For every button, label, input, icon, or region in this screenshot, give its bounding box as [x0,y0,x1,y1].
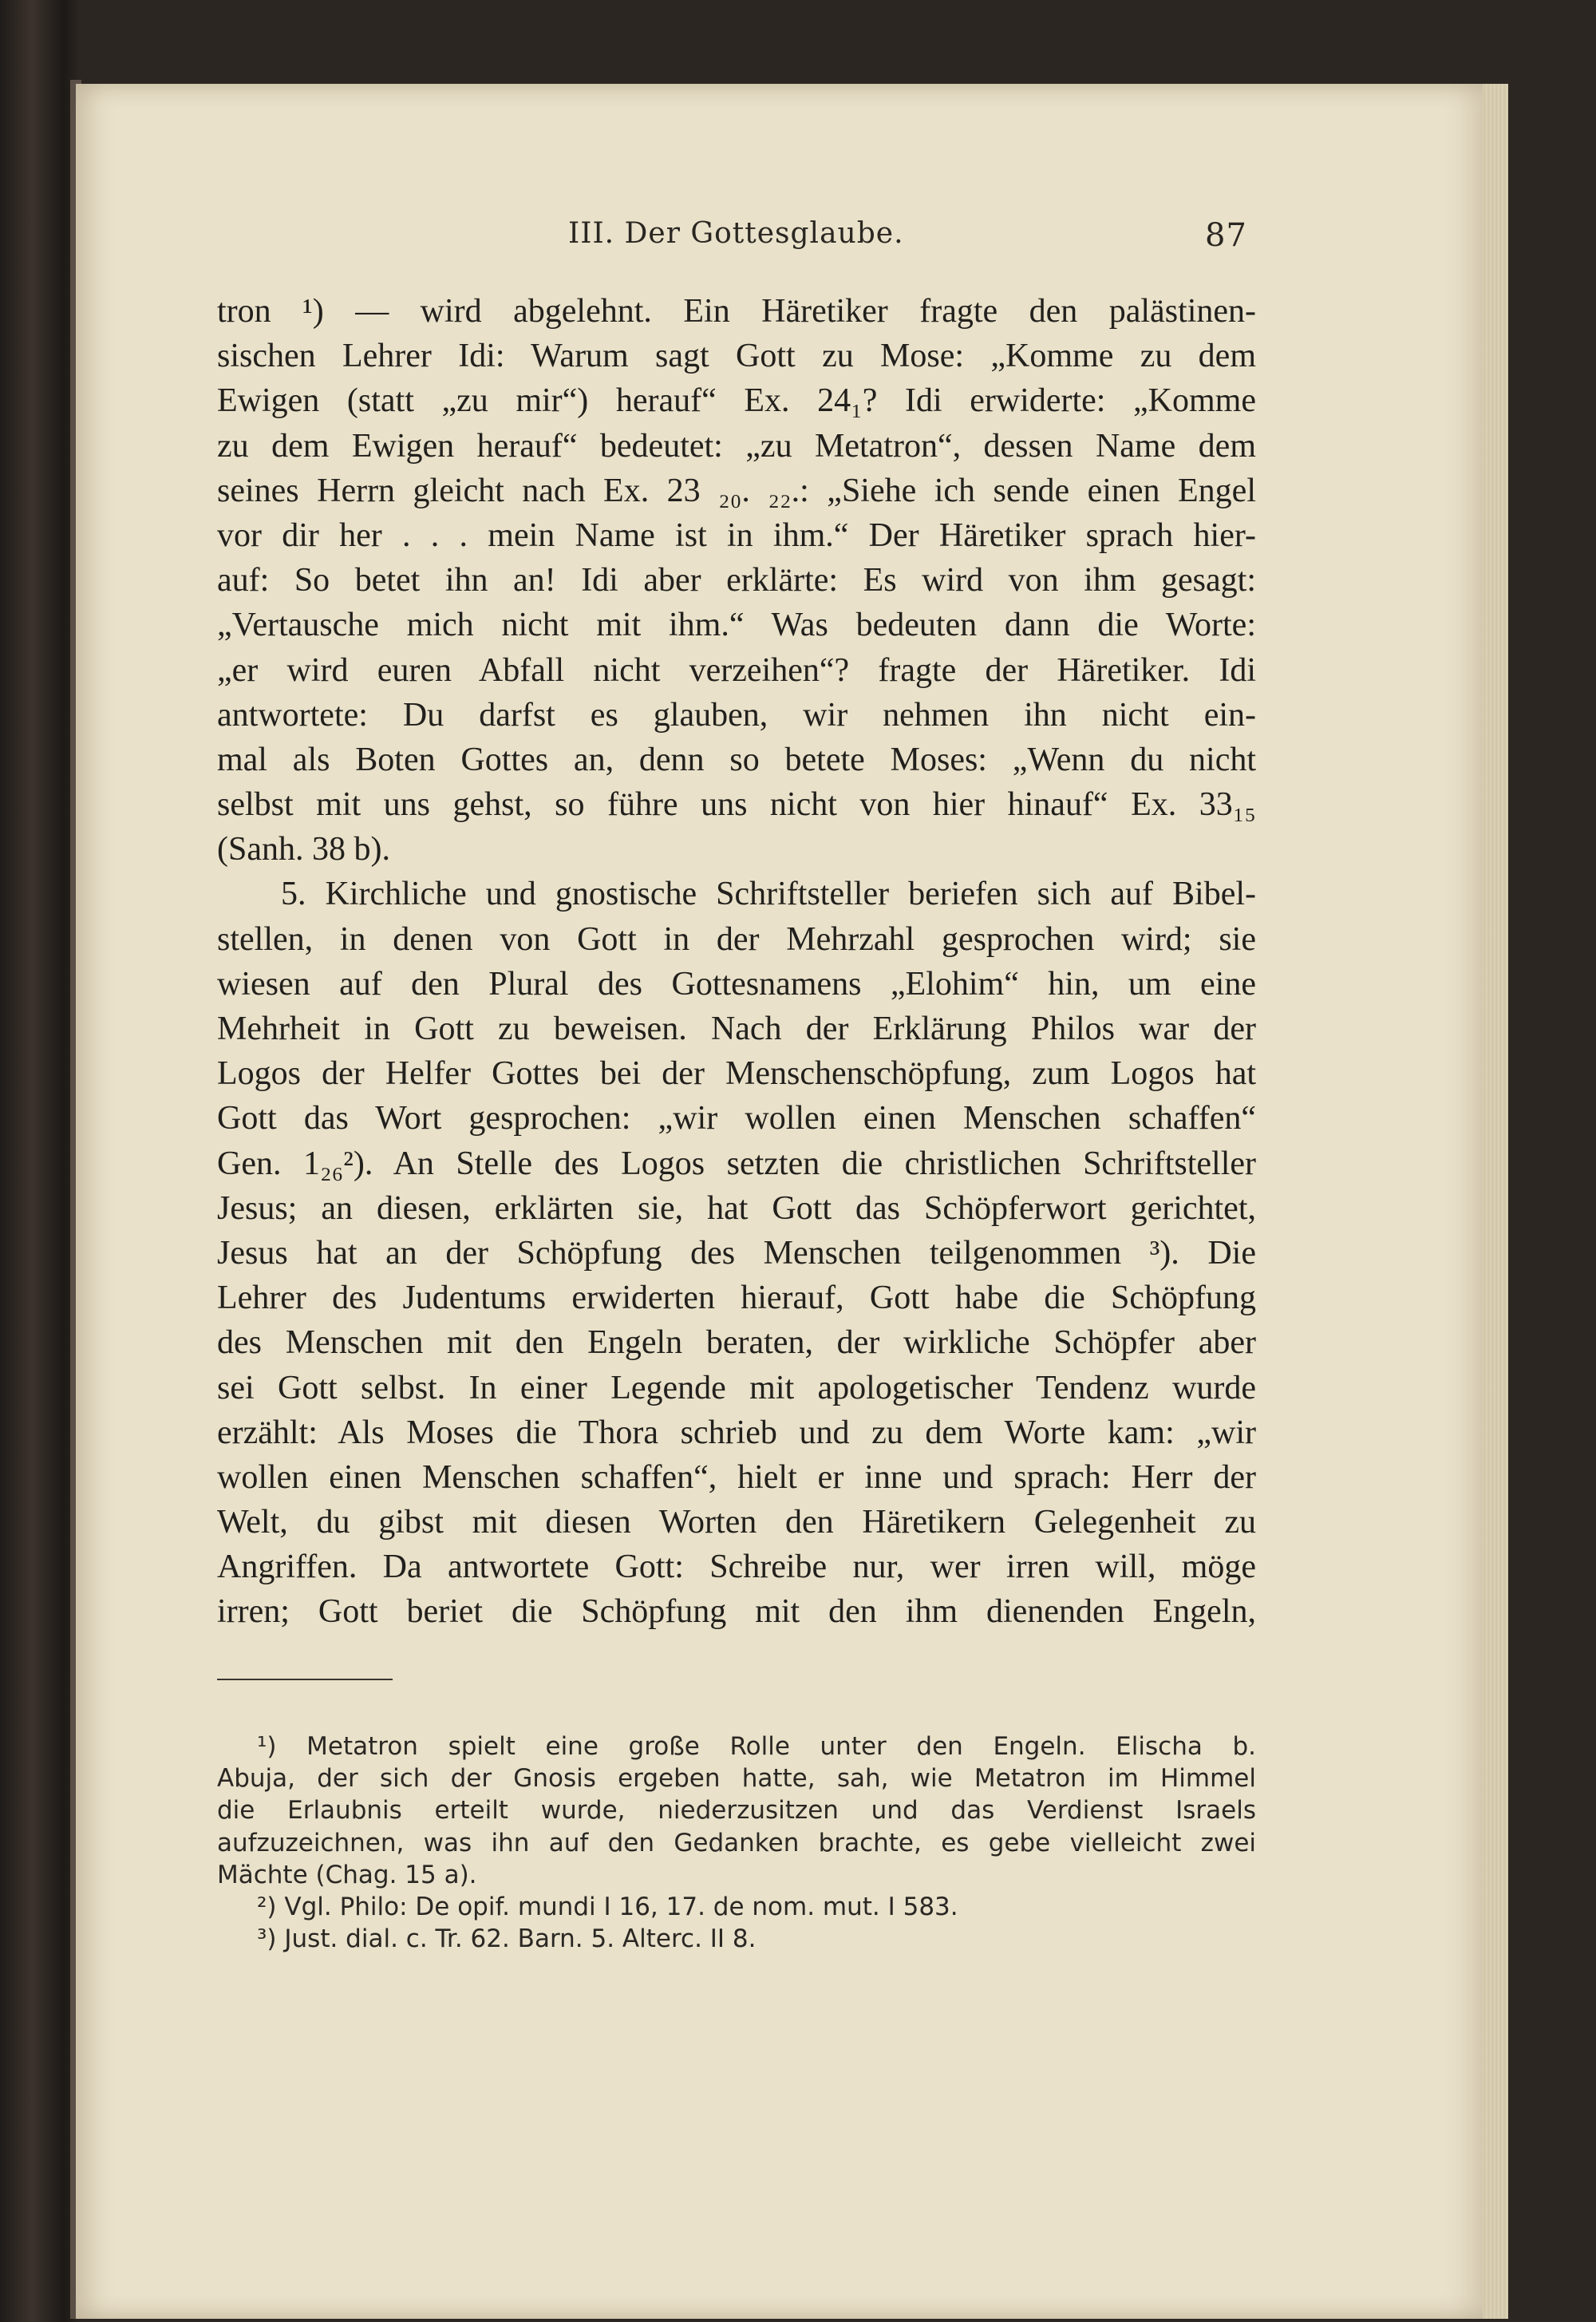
text-line: sei Gott selbst. In einer Legende mit apologetischer Tendenz wurde [217,1369,1256,1406]
text-line: Welt, du gibst mit diesen Worten den Häretikern Gelegenheit zu [217,1504,1256,1541]
text-line: Jesus; an diesen, erklärten sie, hat Gott das Schöpferwort gerichtet, [217,1189,1256,1227]
text-line: erzählt: Als Moses die Thora schrieb und zu dem Worte kam: „wir [217,1414,1256,1451]
page-number: 87 [1205,217,1247,254]
footnote-line: die Erlaubnis erteilt wurde, niederzusitzen und das Verdienst Israels [217,1796,1256,1826]
footnote-divider [217,1679,393,1680]
text-line: Gott das Wort gesprochen: „wir wollen einen Menschen schaffen“ [217,1100,1256,1137]
text-line: auf: So betet ihn an! Idi aber erklärte: Es wird von ihm gesagt: [217,562,1256,599]
page-edge [1483,84,1508,2319]
text-line: Angriffen. Da antwortete Gott: Schreibe nur, wer irren will, möge [217,1549,1256,1586]
footnotes [217,1731,1256,1955]
text-line: 5. Kirchliche und gnostische Schriftsteller beriefen sich auf Bibel- [281,876,1256,913]
text-line: (Sanh. 38 b). [217,831,390,868]
text-line: Jesus hat an der Schöpfung des Menschen teilgenommen ³). Die [217,1234,1256,1272]
text-line: Lehrer des Judentums erwiderten hierauf, Gott habe die Schöpfung [217,1280,1256,1317]
text-line: mal als Boten Gottes an, denn so betete Moses: „Wenn du nicht [217,741,1256,778]
text-line: Mehrheit in Gott zu beweisen. Nach der Erklärung Philos war der [217,1011,1256,1047]
footnote-line: Abuja, der sich der Gnosis ergeben hatte, sah, wie Metatron im Himmel [217,1764,1256,1794]
text-line: wiesen auf den Plural des Gottesnamens „Elohim“ hin, um eine [217,965,1256,1003]
text-line: antwortete: Du darfst es glauben, wir nehmen ihn nicht ein- [217,696,1256,734]
main-text [217,289,1256,1635]
footnote-line: Mächte (Chag. 15 a). [217,1860,477,1889]
text-line: Logos der Helfer Gottes bei der Menschenschöpfung, zum Logos hat [217,1055,1256,1093]
text-line: zu dem Ewigen herauf“ bedeutet: „zu Metatron“, dessen Name dem [217,427,1256,465]
text-line: wollen einen Menschen schaffen“, hielt er inne und sprach: Herr der [217,1458,1256,1496]
text-line: „Vertausche mich nicht mit ihm.“ Was bedeuten dann die Worte: [217,607,1256,644]
footnote-line: ³) Just. dial. c. Tr. 62. Barn. 5. Alterc. II 8. [257,1924,757,1954]
footnote-line: aufzuzeichnen, was ihn auf den Gedanken brachte, es gebe vielleicht zwei [217,1828,1256,1857]
chapter-title: III. Der Gottesglaube. [568,217,904,250]
footnote-line: ²) Vgl. Philo: De opif. mundi I 16, 17. de nom. mut. I 583. [257,1892,958,1921]
text-line: Ewigen (statt „zu mir“) herauf“ Ex. 24₁? Idi erwiderte: „Komme [217,382,1256,420]
footnote-line: ¹) Metatron spielt eine große Rolle unter den Engeln. Elischa b. [257,1732,1256,1761]
text-line: selbst mit uns gehst, so führe uns nicht von hier hinauf“ Ex. 33₁₅ [217,786,1256,824]
text-line: Gen. 1₂₆²). An Stelle des Logos setzten die christlichen Schriftsteller [217,1145,1256,1182]
text-line: vor dir her . . . mein Name ist in ihm.“ Der Häretiker sprach hier- [217,516,1256,554]
text-line: „er wird euren Abfall nicht verzeihen“? fragte der Häretiker. Idi [217,651,1256,689]
text-line: irren; Gott beriet die Schöpfung mit den ihm dienenden Engeln, [217,1593,1256,1631]
text-line: tron ¹) — wird abgelehnt. Ein Häretiker fragte den palästinen- [217,293,1256,330]
text-line: seines Herrn gleicht nach Ex. 23 ₂₀. ₂₂.: „Siehe ich sende einen Engel [217,472,1256,509]
text-line: stellen, in denen von Gott in der Mehrzahl gesprochen wird; sie [217,920,1256,958]
text-line: des Menschen mit den Engeln beraten, der wirkliche Schöpfer aber [217,1324,1256,1362]
text-line: sischen Lehrer Idi: Warum sagt Gott zu Mose: „Komme zu dem [217,338,1256,375]
